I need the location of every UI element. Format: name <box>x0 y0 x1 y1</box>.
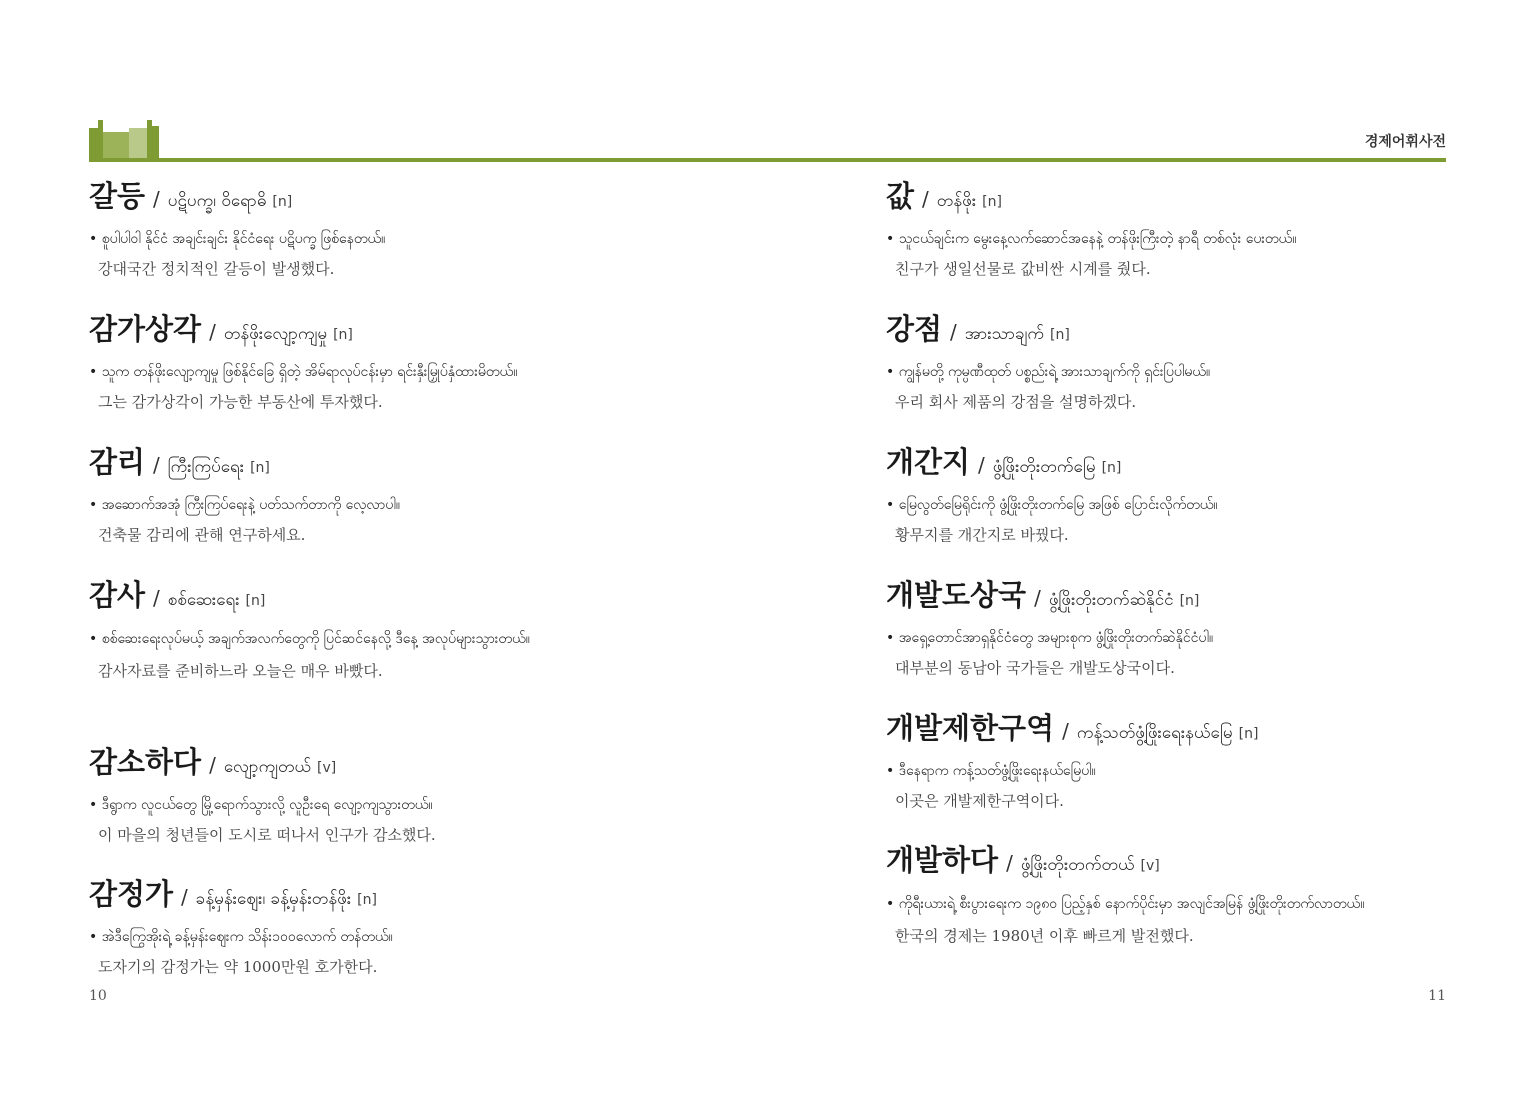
example-korean: 도자기의 감정가는 약 1000만원 호가한다. <box>98 958 378 976</box>
separator: / <box>978 453 985 477</box>
headword-line <box>886 176 1526 216</box>
part-of-speech: [v] <box>1140 858 1160 874</box>
headword: 감리 <box>89 445 146 479</box>
separator: / <box>1034 586 1041 610</box>
headword-line <box>89 874 729 914</box>
part-of-speech: [v] <box>317 760 337 776</box>
example-myanmar: • စူပါပါဝါ နိုင်ငံ အချင်းချင်း နိုင်ငံရေး ပဋိပက္ခ ဖြစ်နေတယ်။ <box>89 231 386 247</box>
example-myanmar: • သူက တန်ဖိုးလျော့ကျမှု ဖြစ်နိုင်ခြေ ရှိတဲ့ အိမ်ရာလုပ်ငန်းမှာ ရင်းနှီးမြှုပ်နှံထားမိတယ်။ <box>89 364 518 380</box>
example-myanmar: • ဒီရွာက လူငယ်တွေ မြို့ရောက်သွားလို့ လူဦးရေ လျော့ကျသွားတယ်။ <box>89 797 433 813</box>
part-of-speech: [n] <box>982 194 1002 210</box>
dictionary-entry <box>89 874 729 982</box>
meaning: ဖွံ့ဖြိုးတိုးတက်မြေ <box>992 457 1096 477</box>
part-of-speech: [n] <box>1101 460 1122 476</box>
headword-line <box>886 442 1526 482</box>
meaning: ကန့်သတ်ဖွံ့ဖြိုးရေးနယ်မြေ <box>1076 723 1233 743</box>
meaning: စစ်ဆေးရေး <box>167 590 240 610</box>
part-of-speech: [n] <box>333 327 353 343</box>
dictionary-entry <box>886 176 1526 284</box>
headword-line <box>886 840 1526 880</box>
example-myanmar: • အရှေ့တောင်အာရှနိုင်ငံတွေ အများစုက ဖွံ့ဖြိုးတိုးတက်ဆဲနိုင်ငံပါ။ <box>886 630 1214 646</box>
separator: / <box>209 320 216 344</box>
meaning: လျော့ကျတယ် <box>223 757 312 777</box>
headword: 갈등 <box>89 179 146 213</box>
page-number-left: 10 <box>89 988 107 1004</box>
separator: / <box>153 187 160 211</box>
meaning: ပဋိပက္ခ၊ ဝိရောဓိ <box>167 191 267 211</box>
dictionary-entry <box>886 575 1526 683</box>
example-myanmar: • စစ်ဆေးရေးလုပ်မယ့် အချက်အလက်တွေကို ပြင်ဆင်နေလို့ ဒီနေ့ အလုပ်များသွားတယ်။ <box>89 631 530 647</box>
example-korean: 강대국간 정치적인 갈등이 발생했다. <box>98 260 335 278</box>
meaning: အားသာချက် <box>964 324 1045 344</box>
separator: / <box>153 453 160 477</box>
header-rule <box>89 158 1446 162</box>
meaning: ကြီးကြပ်ရေး <box>167 457 245 477</box>
separator: / <box>922 187 929 211</box>
dictionary-entry <box>886 442 1526 550</box>
headword: 개간지 <box>886 445 971 479</box>
example-myanmar: • ကျွန်မတို့ ကုမ္ပဏီထုတ် ပစ္စည်းရဲ့ အားသာချက်ကို ရှင်းပြပါမယ်။ <box>886 364 1211 380</box>
meaning: ဖွံ့ဖြိုးတိုးတက်တယ် <box>1020 855 1135 875</box>
separator: / <box>950 320 957 344</box>
headword-line <box>89 742 729 782</box>
example-korean: 한국의 경제는 1980년 이후 빠르게 발전했다. <box>895 927 1194 945</box>
separator: / <box>1062 719 1069 743</box>
example-myanmar: • သူငယ်ချင်းက မွေးနေ့လက်ဆောင်အနေနဲ့ တန်ဖိုးကြီးတဲ့ နာရီ တစ်လုံး ပေးတယ်။ <box>886 231 1297 247</box>
example-myanmar: • ကိုရီးယားရဲ့ စီးပွားရေးက ၁၉၈၀ ပြည့်နှစ် နောက်ပိုင်းမှာ အလျင်အမြန် ဖွံ့ဖြိုးတိုးတက်လာတယ်။ <box>886 896 1365 912</box>
example-korean: 그는 감가상각이 가능한 부동산에 투자했다. <box>98 393 383 411</box>
headword-line <box>89 176 729 216</box>
example-myanmar: • အဆောက်အအုံ ကြီးကြပ်ရေးနဲ့ ပတ်သက်တာကို လေ့လာပါ။ <box>89 497 400 513</box>
dictionary-entry <box>89 176 729 284</box>
headword-line <box>886 309 1526 349</box>
headword-line <box>886 575 1526 615</box>
headword: 값 <box>886 179 915 213</box>
headword: 감소하다 <box>89 745 202 779</box>
headword-line <box>89 442 729 482</box>
separator: / <box>1006 851 1013 875</box>
example-korean: 친구가 생일선물로 값비싼 시계를 줬다. <box>895 260 1151 278</box>
part-of-speech: [n] <box>1050 327 1070 343</box>
headword-line <box>89 309 729 349</box>
dictionary-entry <box>89 742 729 850</box>
dictionary-entry <box>886 840 1526 951</box>
meaning: ဖွံ့ဖြိုးတိုးတက်ဆဲနိုင်ငံ <box>1048 590 1174 610</box>
meaning: ခန့်မှန်းဈေး၊ ခန့်မှန်းတန်ဖိုး <box>195 889 352 909</box>
separator: / <box>209 753 216 777</box>
dictionary-entry <box>886 708 1526 816</box>
headword: 감가상각 <box>89 312 202 346</box>
headword-line <box>886 708 1526 748</box>
part-of-speech: [n] <box>250 460 270 476</box>
part-of-speech: [n] <box>1238 726 1259 742</box>
dictionary-entry <box>89 442 729 550</box>
meaning: တန်ဖိုး <box>936 191 977 211</box>
headword: 개발도상국 <box>886 578 1027 612</box>
example-korean: 감사자료를 준비하느라 오늘은 매우 바빴다. <box>98 662 383 680</box>
headword: 개발제한구역 <box>886 711 1055 745</box>
separator: / <box>153 586 160 610</box>
header-logo-art <box>89 118 159 160</box>
part-of-speech: [n] <box>245 593 266 609</box>
part-of-speech: [n] <box>272 194 293 210</box>
headword: 감사 <box>89 578 146 612</box>
headword: 강점 <box>886 312 943 346</box>
example-korean: 황무지를 개간지로 바꿨다. <box>895 526 1069 544</box>
headword-line <box>89 575 729 615</box>
separator: / <box>181 885 188 909</box>
example-korean: 이곳은 개발제한구역이다. <box>895 792 1064 810</box>
page-number-right: 11 <box>1428 988 1446 1004</box>
example-korean: 건축물 감리에 관해 연구하세요. <box>98 526 306 544</box>
part-of-speech: [n] <box>357 892 377 908</box>
part-of-speech: [n] <box>1179 593 1200 609</box>
example-korean: 이 마을의 청년들이 도시로 떠나서 인구가 감소했다. <box>98 826 436 844</box>
example-myanmar: • မြေလွတ်မြေရိုင်းကို ဖွံ့ဖြိုးတိုးတက်မြေ အဖြစ် ပြောင်းလိုက်တယ်။ <box>886 497 1218 513</box>
example-myanmar: • ဒီနေရာက ကန့်သတ်ဖွံ့ဖြိုးရေးနယ်မြေပါ။ <box>886 763 1096 779</box>
dictionary-entry <box>89 309 729 417</box>
example-korean: 대부분의 동남아 국가들은 개발도상국이다. <box>895 659 1175 677</box>
headword: 개발하다 <box>886 843 999 877</box>
example-korean: 우리 회사 제품의 강점을 설명하겠다. <box>895 393 1137 411</box>
dictionary-entry <box>886 309 1526 417</box>
example-myanmar: • အဲဒီကြွေအိုးရဲ့ ခန့်မှန်းဈေးက သိန်း၁၀၀လောက် တန်တယ်။ <box>89 929 393 945</box>
headword: 감정가 <box>89 877 174 911</box>
book-title: 경제어휘사전 <box>1364 134 1446 150</box>
dictionary-entry <box>89 575 729 686</box>
meaning: တန်ဖိုးလျော့ကျမှု <box>223 324 328 344</box>
